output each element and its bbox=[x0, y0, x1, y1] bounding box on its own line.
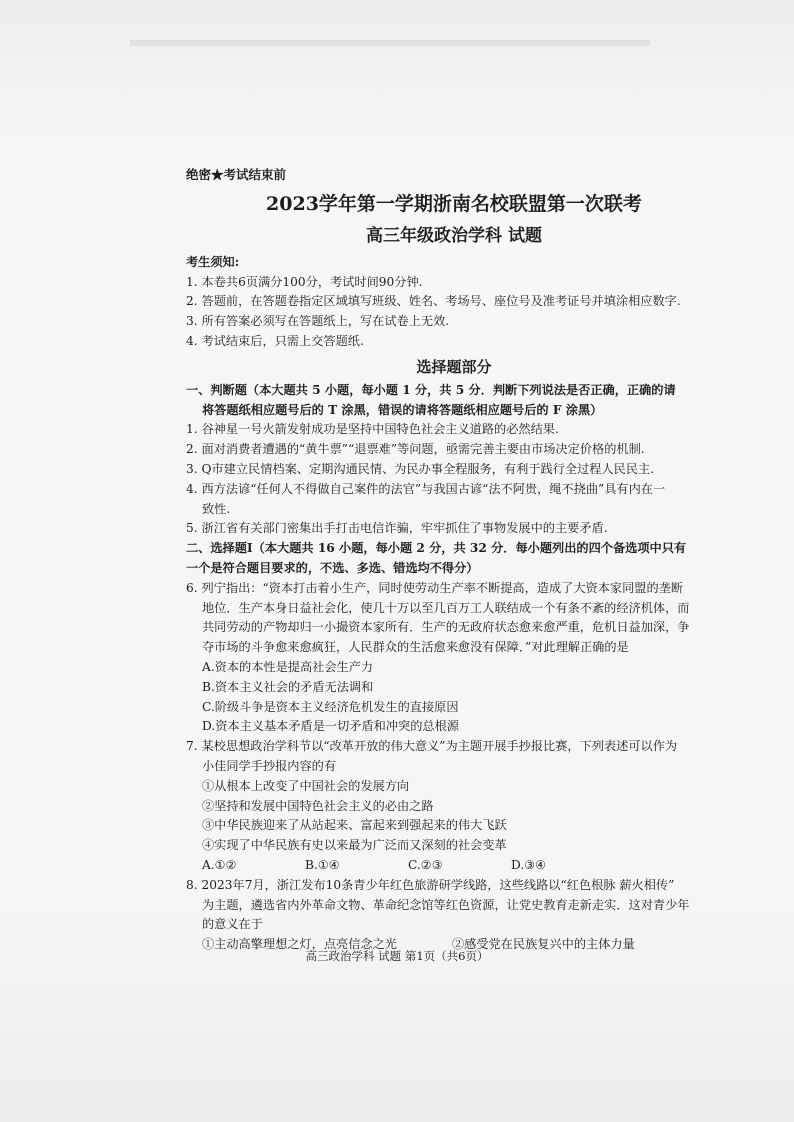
question-7-statement: ④实现了中华民族有史以来最为广泛而又深刻的社会变革 bbox=[202, 838, 507, 853]
question-4-cont: 致性. bbox=[202, 501, 231, 516]
question-7-statement: ①从根本上改变了中国社会的发展方向 bbox=[202, 778, 410, 793]
question-7: 7. 某校思想政治学科节以“改革开放的伟大意义”为主题开展手抄报比赛，下列表述可以作为 bbox=[186, 739, 678, 754]
question-8-statement: ②感受党在民族复兴中的主体力量 bbox=[452, 937, 635, 952]
question-6-option-c: C.阶级斗争是资本主义经济危机发生的直接原因 bbox=[202, 699, 459, 714]
choice-d: D.③④ bbox=[511, 857, 547, 872]
exam-subtitle: 高三年级政治学科 试题 bbox=[366, 225, 542, 246]
confidential-label: 绝密★考试结束前 bbox=[186, 167, 287, 182]
part1-heading: 一、判断题（本大题共 5 小题，每小题 1 分，共 5 分．判断下列说法是否正确，正确的请 bbox=[186, 382, 676, 397]
part1-heading-cont: 将答题纸相应题号后的 T 涂黑，错误的请将答题纸相应题号后的 F 涂黑） bbox=[202, 402, 603, 417]
question-4: 4. 西方法谚“任何人不得做自己案件的法官”与我国古谚“法不阿贵，绳不挠曲”具有内在一 bbox=[186, 481, 666, 496]
question-5: 5. 浙江省有关部门密集出手打击电信诈骗，牢牢抓住了事物发展中的主要矛盾. bbox=[186, 521, 608, 536]
part2-heading: 二、选择题Ⅰ（本大题共 16 小题，每小题 2 分，共 32 分．每小题列出的四个备选项中只有 bbox=[186, 541, 687, 556]
notice-item: 1. 本卷共6页满分100分，考试时间90分钟. bbox=[186, 274, 423, 289]
page-footer: 高三政治学科 试题 第1页（共6页） bbox=[305, 949, 489, 963]
notice-item: 4. 考试结束后，只需上交答题纸. bbox=[186, 333, 364, 348]
question-8-cont: 为主题，遴选省内外革命文物、革命纪念馆等红色资源，让党史教育走新走实．这对青少年 bbox=[202, 897, 690, 912]
question-8-cont: 的意义在于 bbox=[202, 917, 263, 932]
exam-title: 2023学年第一学期浙南名校联盟第一次联考 bbox=[266, 192, 642, 215]
question-6-cont: 地位．生产本身日益社会化，使几十万以至几百万工人联结成一个有条不紊的经济机体，而 bbox=[202, 600, 690, 615]
question-8: 8. 2023年7月，浙江发布10条青少年红色旅游研学线路，这些线路以“红色根脉 薪火相传” bbox=[186, 877, 675, 892]
notice-item: 2. 答题前，在答题卷指定区域填写班级、姓名、考场号、座位号及准考证号并填涂相应数字. bbox=[186, 294, 681, 309]
question-6: 6. 列宁指出：“资本打击着小生产，同时使劳动生产率不断提高，造成了大资本家同盟的垄断 bbox=[186, 580, 684, 595]
question-6-option-d: D.资本主义基本矛盾是一切矛盾和冲突的总根源 bbox=[202, 719, 459, 734]
notice-item: 3. 所有答案必须写在答题纸上，写在试卷上无效. bbox=[186, 314, 450, 329]
question-7-choices bbox=[186, 856, 722, 876]
question-6-option-a: A.资本的本性是提高社会生产力 bbox=[202, 659, 374, 674]
question-6-option-b: B.资本主义社会的矛盾无法调和 bbox=[202, 679, 374, 694]
question-7-statement: ②坚持和发展中国特色社会主义的必由之路 bbox=[202, 798, 434, 813]
question-7-cont: 小佳同学手抄报内容的有 bbox=[202, 758, 337, 773]
question-3: 3. Q市建立民情档案、定期沟通民情、为民办事全程服务，有利于践行全过程人民民主. bbox=[186, 461, 655, 476]
section-title: 选择题部分 bbox=[416, 357, 492, 376]
part2-heading-cont: 一个是符合题目要求的，不选、多选、错选均不得分） bbox=[186, 560, 479, 575]
question-6-cont: 共同劳动的产物却归一小撮资本家所有．生产的无政府状态愈来愈严重，危机日益加深，争 bbox=[202, 620, 690, 635]
question-8-statement: ①主动高擎理想之灯，点亮信念之光 bbox=[202, 937, 397, 952]
notice-heading: 考生须知: bbox=[186, 254, 240, 269]
scan-shadow bbox=[130, 40, 650, 46]
question-2: 2. 面对消费者遭遇的“黄牛票”“退票难”等问题，亟需完善主要由市场决定价格的机制. bbox=[186, 442, 645, 457]
question-1: 1. 谷神星一号火箭发射成功是坚持中国特色社会主义道路的必然结果. bbox=[186, 422, 559, 437]
exam-content bbox=[186, 165, 722, 955]
choice-a: A.①② bbox=[202, 857, 237, 872]
question-6-cont: 夺市场的斗争愈来愈疯狂，人民群众的生活愈来愈没有保障．”对此理解正确的是 bbox=[202, 640, 629, 655]
choice-b: B.①④ bbox=[305, 857, 340, 872]
question-7-statement: ③中华民族迎来了从站起来、富起来到强起来的伟大飞跃 bbox=[202, 818, 507, 833]
choice-c: C.②③ bbox=[408, 857, 443, 872]
